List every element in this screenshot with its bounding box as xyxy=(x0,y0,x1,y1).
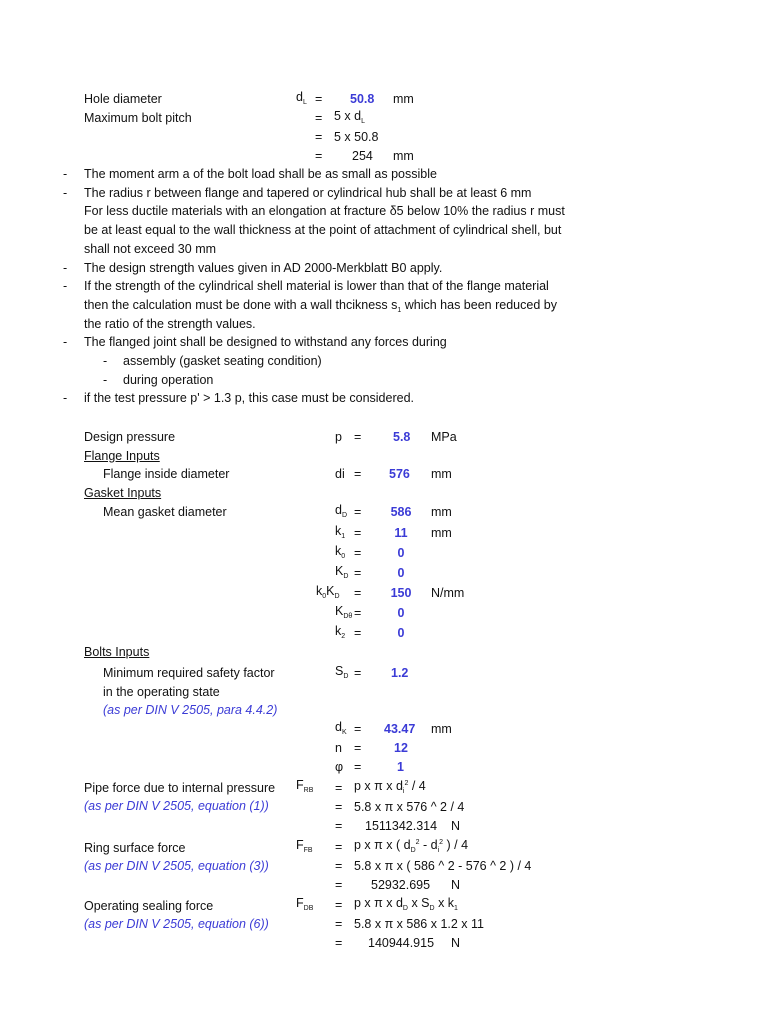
gasket-param-symbol: $K_D$ xyxy=(335,564,349,580)
note-bullet: - xyxy=(63,335,68,349)
safety-factor-label-2: in the operating state xyxy=(103,685,220,699)
ring-force-unit: N xyxy=(451,878,461,892)
flange-inside-diameter-value: 576 xyxy=(389,467,410,481)
note-bullet: - xyxy=(103,373,108,387)
pipe-force-result: 1511342.314 xyxy=(365,819,438,833)
flange-inputs-heading: Flange Inputs xyxy=(84,449,160,463)
note-text: The moment arm a of the bolt load shall be as small as possible xyxy=(84,167,437,181)
ring-force-formula: p x π x ( $d_D^2 - d_i^2$ ) / 4 xyxy=(354,838,469,854)
gasket-param-value: 0 xyxy=(397,566,405,580)
note-text: If the strength of the cylindrical shell material is lower than that of the flange material xyxy=(84,279,549,293)
bolt-dk-unit: mm xyxy=(431,722,452,736)
note-text: if the test pressure p' > 1.3 p, this case must be considered. xyxy=(84,391,414,405)
flange-inside-diameter-symbol: di xyxy=(335,467,345,481)
gasket-param-symbol: $k_2$ xyxy=(335,624,346,640)
bolt-count-value: 12 xyxy=(394,741,408,755)
note-text: The flanged joint shall be designed to withstand any forces during xyxy=(84,335,447,349)
bolt-pitch-value: 254 xyxy=(352,149,373,163)
pipe-force-reference: (as per DIN V 2505, equation (1)) xyxy=(84,799,269,813)
note-bullet: - xyxy=(63,261,68,275)
safety-factor-label: Minimum required safety factor xyxy=(103,666,275,680)
equals-sign: = xyxy=(354,626,362,640)
note-bullet: - xyxy=(63,391,68,405)
design-pressure-unit: MPa xyxy=(431,430,457,444)
note-text: during operation xyxy=(123,373,214,387)
equals-sign: = xyxy=(335,936,343,950)
gasket-param-symbol: $k_1$ xyxy=(335,524,346,540)
phi-value: 1 xyxy=(397,760,404,774)
flange-inside-diameter-unit: mm xyxy=(431,467,452,481)
note-text: The radius r between flange and tapered or cylindrical hub shall be at least 6 mm xyxy=(84,186,532,200)
equals-sign: = xyxy=(354,566,362,580)
equals-sign: = xyxy=(335,840,343,854)
gasket-inputs-heading: Gasket Inputs xyxy=(84,486,162,500)
gasket-param-value: 0 xyxy=(397,626,405,640)
note-text: shall not exceed 30 mm xyxy=(84,242,217,256)
hole-diameter-label: Hole diameter xyxy=(84,92,162,106)
note-text: be at least equal to the wall thickness at the point of attachment of cylindrical shell, but xyxy=(84,223,562,237)
pipe-force-substitution: 5.8 x π x 576 ^ 2 / 4 xyxy=(354,800,465,814)
gasket-param-symbol: $K_{D\theta}$ xyxy=(335,604,353,620)
equals-sign: = xyxy=(354,606,362,620)
hole-diameter-symbol: $d_L$ xyxy=(296,90,307,106)
bolt-dk-value: 43.47 xyxy=(384,722,416,736)
pipe-force-label: Pipe force due to internal pressure xyxy=(84,781,276,795)
phi-symbol: φ xyxy=(335,760,344,774)
gasket-param-symbol: $k_0K_D$ xyxy=(316,584,340,600)
mean-gasket-diameter-label: Mean gasket diameter xyxy=(103,505,227,519)
safety-factor-value: 1.2 xyxy=(391,666,409,680)
safety-factor-reference: (as per DIN V 2505, para 4.4.2) xyxy=(103,703,278,717)
ring-force-label: Ring surface force xyxy=(84,841,186,855)
bolts-inputs-heading: Bolts Inputs xyxy=(84,645,150,659)
equals-sign: = xyxy=(354,741,362,755)
equals-sign: = xyxy=(335,859,343,873)
note-text: For less ductile materials with an elongation at fracture δ5 below 10% the radius r must xyxy=(84,204,565,218)
equals-sign: = xyxy=(354,467,362,481)
note-bullet: - xyxy=(63,167,68,181)
pipe-force-unit: N xyxy=(451,819,461,833)
gasket-param-unit: N/mm xyxy=(431,586,465,600)
safety-factor-symbol: $S_D$ xyxy=(335,664,349,680)
equals-sign: = xyxy=(354,505,362,519)
design-pressure-symbol: p xyxy=(335,430,342,444)
equals-sign: = xyxy=(335,800,343,814)
bolt-pitch-label: Maximum bolt pitch xyxy=(84,111,192,125)
bolt-pitch-formula: 5 x $d_L$ xyxy=(334,109,366,125)
sealing-force-substitution: 5.8 x π x 586 x 1.2 x 11 xyxy=(354,917,484,931)
ring-force-reference: (as per DIN V 2505, equation (3)) xyxy=(84,859,269,873)
sealing-force-symbol: $F_{DB}$ xyxy=(296,896,314,912)
gasket-param-symbol: $k_0$ xyxy=(335,544,346,560)
equals-sign: = xyxy=(354,722,362,736)
ring-force-substitution: 5.8 x π x ( 586 ^ 2 - 576 ^ 2 ) / 4 xyxy=(354,859,532,873)
gasket-param-unit: mm xyxy=(431,505,452,519)
equals-sign: = xyxy=(315,130,323,144)
bolt-pitch-substitution: 5 x 50.8 xyxy=(334,130,379,144)
bolt-dk-symbol: $d_K$ xyxy=(335,720,347,736)
sealing-force-formula: p x π x $d_D$ x $S_D$ x $k_1$ xyxy=(354,896,458,912)
sealing-force-label: Operating sealing force xyxy=(84,899,214,913)
design-pressure-label: Design pressure xyxy=(84,430,176,444)
equals-sign: = xyxy=(335,917,343,931)
sealing-force-unit: N xyxy=(451,936,461,950)
equals-sign: = xyxy=(315,92,323,106)
equals-sign: = xyxy=(354,526,362,540)
equals-sign: = xyxy=(354,760,362,774)
equals-sign: = xyxy=(354,546,362,560)
equals-sign: = xyxy=(354,666,362,680)
note-text: The design strength values given in AD 2000-Merkblatt B0 apply. xyxy=(84,261,443,275)
hole-diameter-unit: mm xyxy=(393,92,414,106)
note-text: then the calculation must be done with a wall thcikness $s_1$ which has been reduced by xyxy=(84,298,557,314)
gasket-param-symbol: $d_D$ xyxy=(335,503,348,519)
note-text: the ratio of the strength values. xyxy=(84,317,256,331)
gasket-param-value: 0 xyxy=(397,546,405,560)
gasket-param-unit: mm xyxy=(431,526,452,540)
note-bullet: - xyxy=(103,354,108,368)
equals-sign: = xyxy=(335,898,343,912)
equals-sign: = xyxy=(335,819,343,833)
sealing-force-reference: (as per DIN V 2505, equation (6)) xyxy=(84,917,269,931)
equals-sign: = xyxy=(335,878,343,892)
note-text: assembly (gasket seating condition) xyxy=(123,354,322,368)
note-bullet: - xyxy=(63,186,68,200)
equals-sign: = xyxy=(354,430,362,444)
gasket-param-value: 0 xyxy=(397,606,405,620)
pipe-force-symbol: $F_{RB}$ xyxy=(296,778,314,794)
note-bullet: - xyxy=(63,279,68,293)
equals-sign: = xyxy=(335,781,343,795)
ring-force-symbol: $F_{FB}$ xyxy=(296,838,313,854)
pipe-force-formula: p x π x $d_i^2 / 4$ xyxy=(354,779,426,795)
equals-sign: = xyxy=(315,111,323,125)
design-pressure-value: 5.8 xyxy=(393,430,411,444)
gasket-param-value: 150 xyxy=(390,586,412,600)
ring-force-result: 52932.695 xyxy=(371,878,431,892)
gasket-param-value: 11 xyxy=(394,526,408,540)
hole-diameter-value: 50.8 xyxy=(350,92,375,106)
equals-sign: = xyxy=(354,586,362,600)
bolt-pitch-unit: mm xyxy=(393,149,414,163)
equals-sign: = xyxy=(315,149,323,163)
sealing-force-result: 140944.915 xyxy=(368,936,435,950)
flange-inside-diameter-label: Flange inside diameter xyxy=(103,467,230,481)
bolt-count-symbol: n xyxy=(335,741,342,755)
gasket-param-value: 586 xyxy=(390,505,412,519)
